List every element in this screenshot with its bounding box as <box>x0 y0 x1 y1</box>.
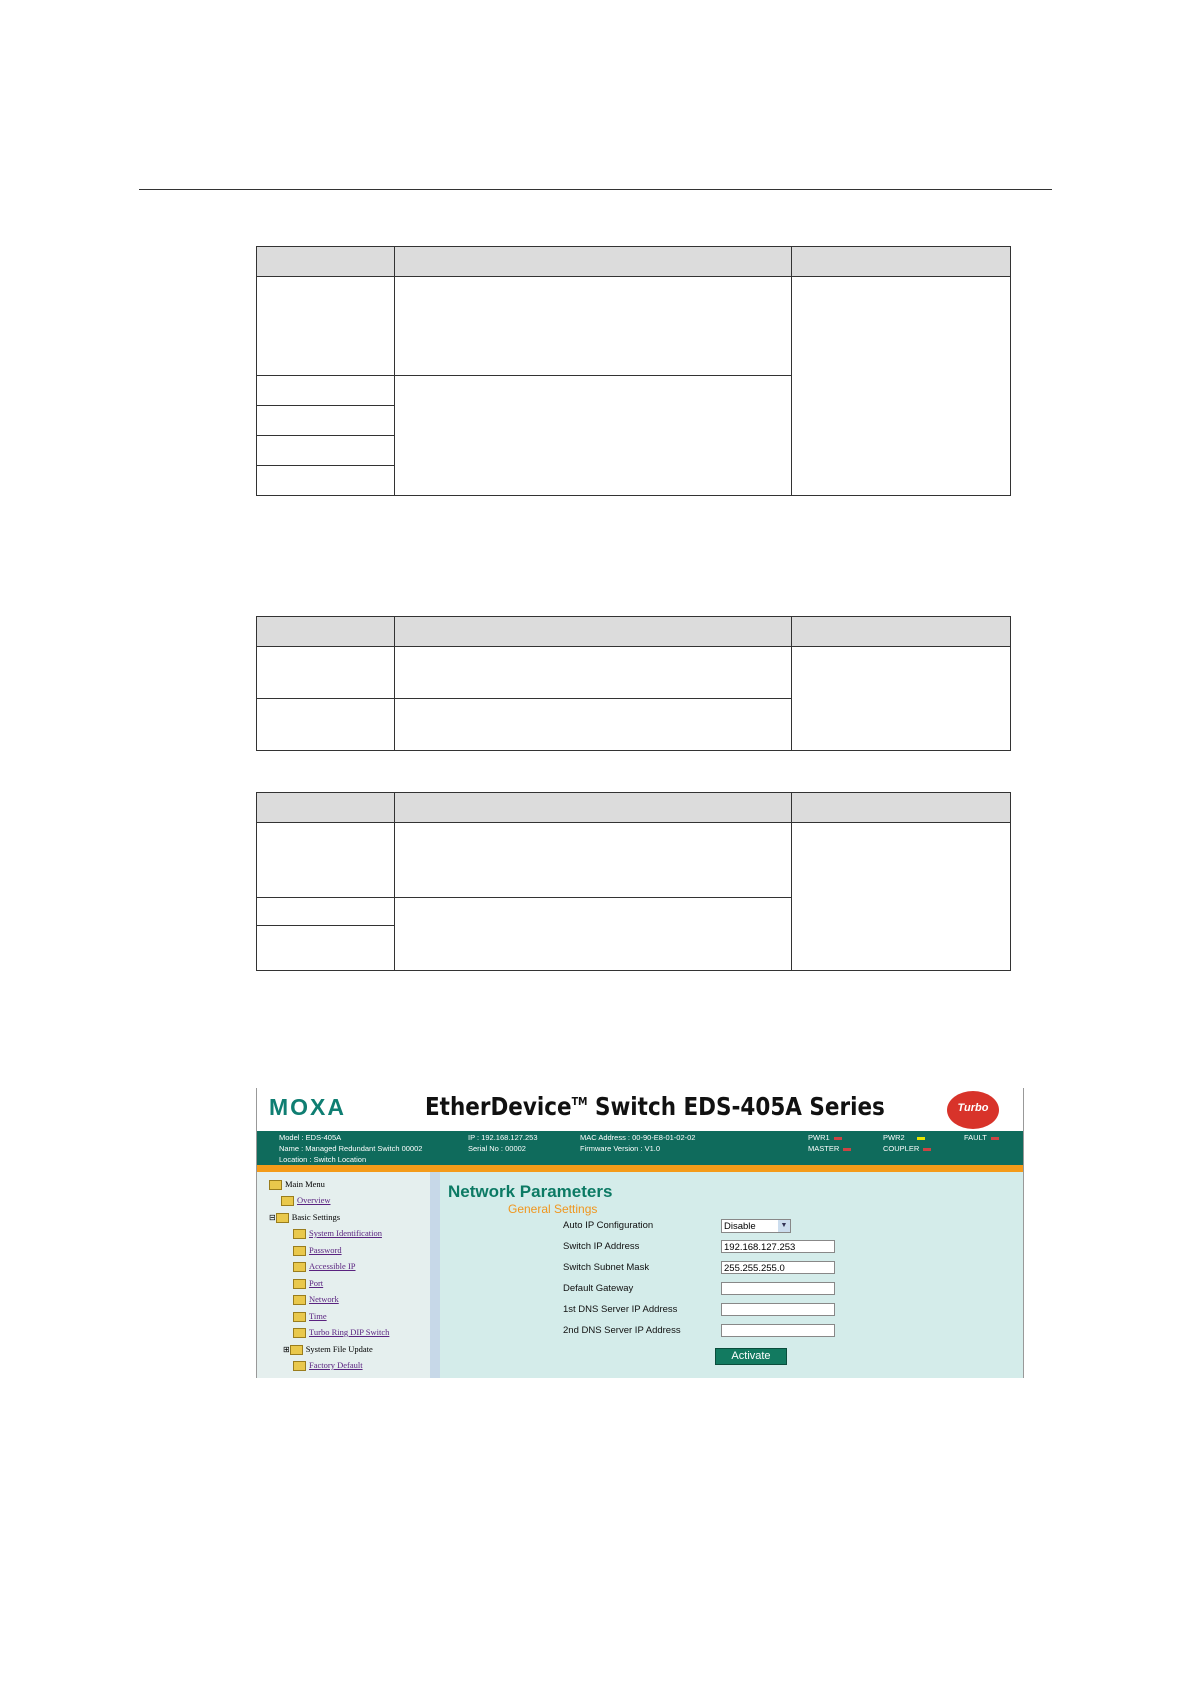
auto-ip-select[interactable]: Disable ▼ <box>721 1219 791 1233</box>
console-banner <box>257 1088 1023 1131</box>
menu-network[interactable]: Network <box>293 1294 339 1305</box>
orange-divider <box>257 1165 1023 1172</box>
menu-password[interactable]: Password <box>293 1245 342 1256</box>
dns2-input[interactable] <box>721 1324 835 1337</box>
switch-ip-input[interactable]: 192.168.127.253 <box>721 1240 835 1253</box>
settings-table-1 <box>256 246 1011 496</box>
folder-icon <box>293 1262 306 1272</box>
folder-open-icon <box>276 1213 289 1223</box>
folder-icon <box>293 1279 306 1289</box>
serial-text: Serial No : 00002 <box>468 1144 526 1153</box>
switch-ip-label: Switch IP Address <box>563 1241 640 1252</box>
folder-open-icon <box>269 1180 282 1190</box>
table-header-row <box>257 247 1011 277</box>
table-row <box>257 823 1011 898</box>
default-gateway-input[interactable] <box>721 1282 835 1295</box>
turbo-ring-logo: Turbo <box>947 1091 999 1129</box>
folder-icon <box>293 1312 306 1322</box>
firmware-text: Firmware Version : V1.0 <box>580 1144 661 1153</box>
menu-turbo-ring-dip-switch[interactable]: Turbo Ring DIP Switch <box>293 1327 389 1338</box>
folder-icon <box>290 1345 303 1355</box>
pwr2-led: PWR2 <box>883 1133 925 1142</box>
general-settings-subheading: General Settings <box>508 1202 598 1216</box>
mac-text: MAC Address : 00-90-E8-01-02-02 <box>580 1133 696 1142</box>
sidebar-scrollbar[interactable] <box>430 1172 440 1378</box>
activate-button[interactable]: Activate <box>715 1348 787 1365</box>
ip-text: IP : 192.168.127.253 <box>468 1133 538 1142</box>
menu-factory-default[interactable]: Factory Default <box>293 1360 363 1371</box>
table-header-row <box>257 617 1011 647</box>
settings-table-2 <box>256 616 1011 751</box>
location-text: Location : Switch Location <box>279 1155 367 1164</box>
folder-icon <box>281 1196 294 1206</box>
subnet-mask-input[interactable]: 255.255.255.0 <box>721 1261 835 1274</box>
main-panel <box>440 1172 1023 1378</box>
header-rule <box>139 189 1052 190</box>
moxa-logo: MOXA <box>269 1094 346 1120</box>
sidebar-menu <box>257 1172 430 1378</box>
menu-basic-settings[interactable]: ⊟ Basic Settings <box>269 1212 341 1222</box>
name-text: Name : Managed Redundant Switch 00002 <box>279 1144 423 1153</box>
menu-system-file-update[interactable]: ⊞ System File Update <box>283 1344 373 1354</box>
menu-main[interactable]: Main Menu <box>269 1179 325 1190</box>
folder-icon <box>293 1229 306 1239</box>
default-gateway-label: Default Gateway <box>563 1283 634 1294</box>
master-led: MASTER <box>808 1144 851 1153</box>
menu-system-identification[interactable]: System Identification <box>293 1228 382 1239</box>
network-parameters-heading: Network Parameters <box>448 1182 613 1201</box>
subnet-mask-label: Switch Subnet Mask <box>563 1262 650 1273</box>
menu-accessible-ip[interactable]: Accessible IP <box>293 1261 356 1272</box>
fault-led: FAULT <box>964 1133 999 1142</box>
auto-ip-label: Auto IP Configuration <box>563 1220 654 1231</box>
table-row <box>257 647 1011 699</box>
web-console-screenshot <box>256 1088 1024 1378</box>
table-header-row <box>257 793 1011 823</box>
folder-icon <box>293 1361 306 1371</box>
dns1-input[interactable] <box>721 1303 835 1316</box>
device-info-bar <box>257 1131 1023 1165</box>
menu-overview[interactable]: Overview <box>281 1195 331 1206</box>
table-row <box>257 277 1011 376</box>
chevron-down-icon: ▼ <box>778 1220 790 1232</box>
dns2-label: 2nd DNS Server IP Address <box>563 1325 681 1336</box>
folder-icon <box>293 1295 306 1305</box>
settings-table-3 <box>256 792 1011 971</box>
console-title: EtherDevice™ Switch EDS-405A Series <box>425 1092 885 1121</box>
model-text: Model : EDS-405A <box>279 1133 342 1142</box>
coupler-led: COUPLER <box>883 1144 931 1153</box>
folder-icon <box>293 1246 306 1256</box>
folder-icon <box>293 1328 306 1338</box>
dns1-label: 1st DNS Server IP Address <box>563 1304 678 1315</box>
menu-time[interactable]: Time <box>293 1311 327 1322</box>
pwr1-led: PWR1 <box>808 1133 842 1142</box>
menu-port[interactable]: Port <box>293 1278 323 1289</box>
